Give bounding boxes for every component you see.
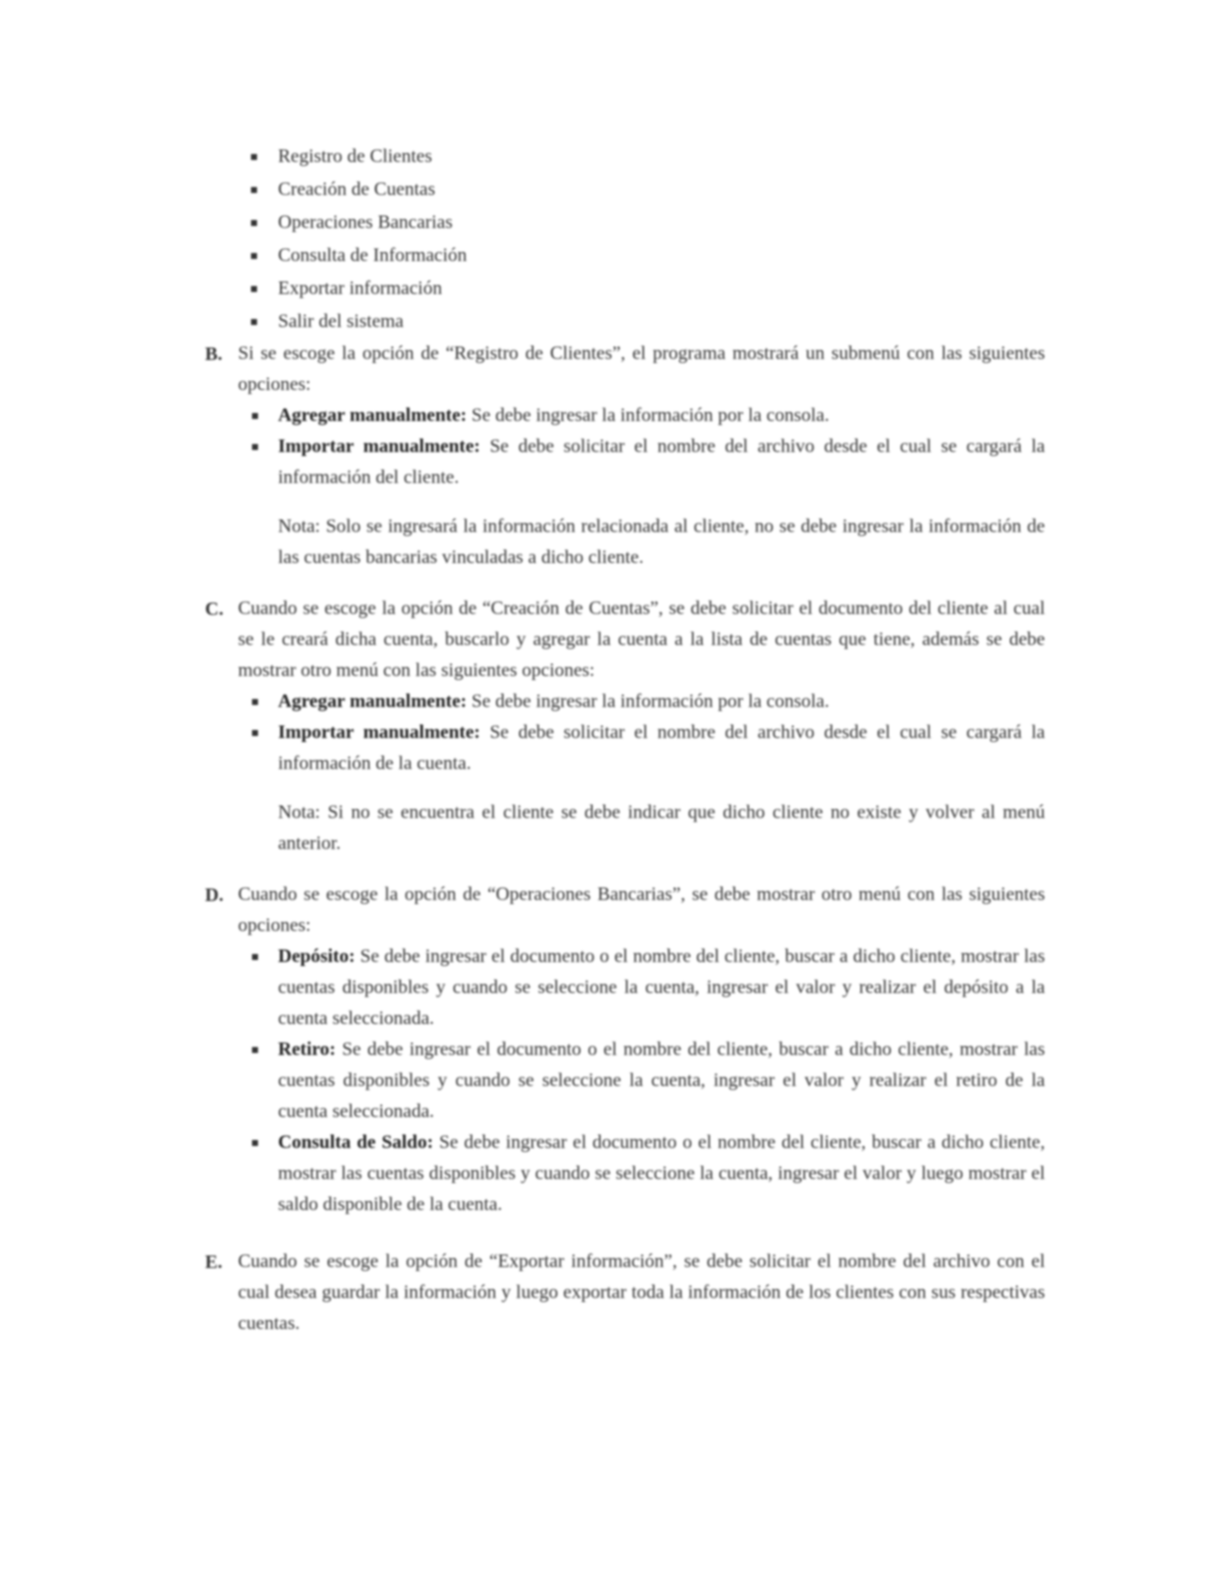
section-b (205, 338, 1045, 573)
section-number: C. (205, 599, 224, 620)
bullet-label: Agregar manualmente: (278, 405, 467, 426)
section-note: Nota: Solo se ingresará la información relacionada al cliente, no se debe ingresar la información de las cuentas bancarias vinculadas a dicho cliente. (278, 516, 1045, 568)
bullet-text: Se debe ingresar la información por la consola. (466, 691, 830, 712)
bullet-text: Se debe solicitar el nombre del archivo desde el cual se cargará la información del cliente. (278, 436, 1045, 488)
section-text: Si se escoge la opción de “Registro de Clientes”, el programa mostrará un submenú con las siguientes opciones: (238, 343, 1045, 395)
section-d (205, 879, 1045, 1220)
bullet-label: Importar manualmente: (278, 722, 481, 743)
bullet-label: Importar manualmente: (278, 436, 481, 457)
list-item: Exportar información (278, 272, 1045, 305)
section-number: E. (205, 1252, 223, 1273)
list-item (278, 431, 1045, 493)
document-content (205, 140, 1045, 1339)
section-c (205, 593, 1045, 859)
list-item (278, 686, 1045, 717)
list-item: Creación de Cuentas (278, 173, 1045, 206)
list-item: Operaciones Bancarias (278, 206, 1045, 239)
list-item: Consulta de Información (278, 239, 1045, 272)
bullet-text: Se debe ingresar el documento o el nombre del cliente, buscar a dicho cliente, mostrar las cuentas disponibles y cuando se seleccione la cuenta, ingresar el valor y luego mostrar el saldo disponible de la cuenta. (278, 1132, 1045, 1215)
bullet-label: Retiro: (278, 1039, 336, 1060)
list-item (278, 400, 1045, 431)
bullet-label: Depósito: (278, 946, 356, 967)
bullet-text: Se debe solicitar el nombre del archivo desde el cual se cargará la información de la cuenta. (278, 722, 1045, 774)
list-item (278, 1034, 1045, 1127)
section-number: B. (205, 344, 223, 365)
section-text: Cuando se escoge la opción de “Operaciones Bancarias”, se debe mostrar otro menú con las siguientes opciones: (238, 884, 1045, 936)
bullet-label: Agregar manualmente: (278, 691, 467, 712)
bullet-text: Se debe ingresar el documento o el nombre del cliente, buscar a dicho cliente, mostrar las cuentas disponibles y cuando se seleccione la cuenta, ingresar el valor y realizar el retiro de la cuenta seleccionada. (278, 1039, 1045, 1122)
bullet-list (238, 400, 1045, 493)
section-note: Nota: Si no se encuentra el cliente se debe indicar que dicho cliente no existe y volver al menú anterior. (278, 802, 1045, 854)
list-item (278, 941, 1045, 1034)
list-item: Registro de Clientes (278, 140, 1045, 173)
bullet-label: Consulta de Saldo: (278, 1132, 434, 1153)
main-menu-list (205, 140, 1045, 338)
bullet-list (238, 686, 1045, 779)
list-item (278, 1127, 1045, 1220)
section-text: Cuando se escoge la opción de “Exportar información”, se debe solicitar el nombre del archivo con el cual desea guardar la información y luego exportar toda la información de los clientes con sus respectivas cuentas. (238, 1251, 1045, 1334)
section-e (205, 1246, 1045, 1339)
list-item: Salir del sistema (278, 305, 1045, 338)
bullet-list (238, 941, 1045, 1220)
bullet-text: Se debe ingresar el documento o el nombre del cliente, buscar a dicho cliente, mostrar las cuentas disponibles y cuando se seleccione la cuenta, ingresar el valor y realizar el depósito a la cuenta seleccionada. (278, 946, 1045, 1029)
list-item (278, 717, 1045, 779)
section-number: D. (205, 885, 224, 906)
section-text: Cuando se escoge la opción de “Creación de Cuentas”, se debe solicitar el documento del cliente al cual se le creará dicha cuenta, buscarlo y agregar la cuenta a la lista de cuentas que tiene, además se debe mostrar otro menú con las siguientes opciones: (238, 598, 1045, 681)
bullet-text: Se debe ingresar la información por la consola. (466, 405, 830, 426)
